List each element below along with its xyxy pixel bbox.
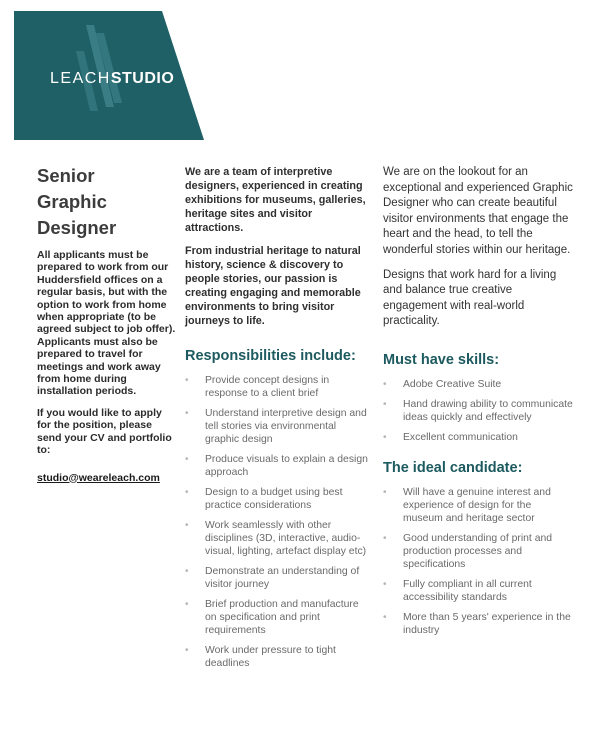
list-item: • Brief production and manufacture on specification and print requirements (185, 598, 370, 637)
job-title-line-2: Graphic (37, 191, 107, 212)
list-item: • Demonstrate an understanding of visitor journey (185, 565, 370, 591)
middle-column (185, 165, 370, 677)
list-item: • Good understanding of print and production processes and specifications (383, 532, 573, 571)
list-item: • Excellent communication (383, 431, 573, 444)
list-item: • Fully compliant in all current accessibility standards (383, 578, 573, 604)
logo-text-light: LEACH (50, 70, 111, 87)
list-item: • Provide concept designs in response to a client brief (185, 374, 370, 400)
team-intro-text: We are a team of interpretive designers, experienced in creating exhibitions for museums, galleries, heritage sites and visitor attractions. (185, 166, 366, 234)
lookout-text: We are on the lookout for an exceptional and experienced Graphic Designer who can create beautiful visitor environments that engage the heart and the head, to tell the wonderful stories within our heritage. (383, 166, 573, 256)
list-item: • Hand drawing ability to communicate ideas quickly and effectively (383, 398, 573, 424)
skills-heading: Must have skills: (383, 351, 500, 368)
candidate-list (383, 486, 573, 637)
right-column (383, 165, 573, 644)
list-item: • Understand interpretive design and tell stories via environmental graphic design (185, 407, 370, 446)
responsibilities-heading: Responsibilities include: (185, 348, 356, 364)
job-title-line-1: Senior (37, 165, 95, 186)
passion-text: From industrial heritage to natural history, science & discovery to people stories, our passion is creating engaging and memorable environments to bring visitor journeys to life. (185, 245, 361, 327)
requirements-text: All applicants must be prepared to work from our Huddersfield offices on a regular basis, but with the option to work from home when appropriate (to be agreed subject to job offer). Applicants must also be prepared to travel for meetings and work away from home during installation periods. (37, 249, 176, 398)
list-item: • Work under pressure to tight deadlines (185, 644, 370, 670)
logo (50, 70, 174, 88)
email-link[interactable]: studio@weareleach.com (37, 471, 160, 484)
designs-text: Designs that work hard for a living and balance true creative engagement with real-world practicality. (383, 268, 557, 328)
job-title-line-3: Designer (37, 217, 117, 238)
list-item: • Design to a budget using best practice considerations (185, 486, 370, 512)
list-item: • Work seamlessly with other disciplines (3D, interactive, audio-visual, lighting, artefact display etc) (185, 519, 370, 558)
list-item: • Produce visuals to explain a design approach (185, 453, 370, 479)
job-title (37, 163, 177, 241)
header-banner (14, 11, 204, 140)
logo-text-bold: STUDIO (110, 70, 175, 87)
list-item: • Adobe Creative Suite (383, 378, 573, 391)
list-item: • Will have a genuine interest and experience of design for the museum and heritage sector (383, 486, 573, 525)
responsibilities-list (185, 374, 370, 670)
ideal-candidate-heading: The ideal candidate: (383, 459, 523, 476)
skills-list (383, 378, 573, 444)
apply-text: If you would like to apply for the position, please send your CV and portfolio to: (37, 406, 172, 457)
list-item: • More than 5 years' experience in the industry (383, 611, 573, 637)
left-column (37, 163, 177, 486)
